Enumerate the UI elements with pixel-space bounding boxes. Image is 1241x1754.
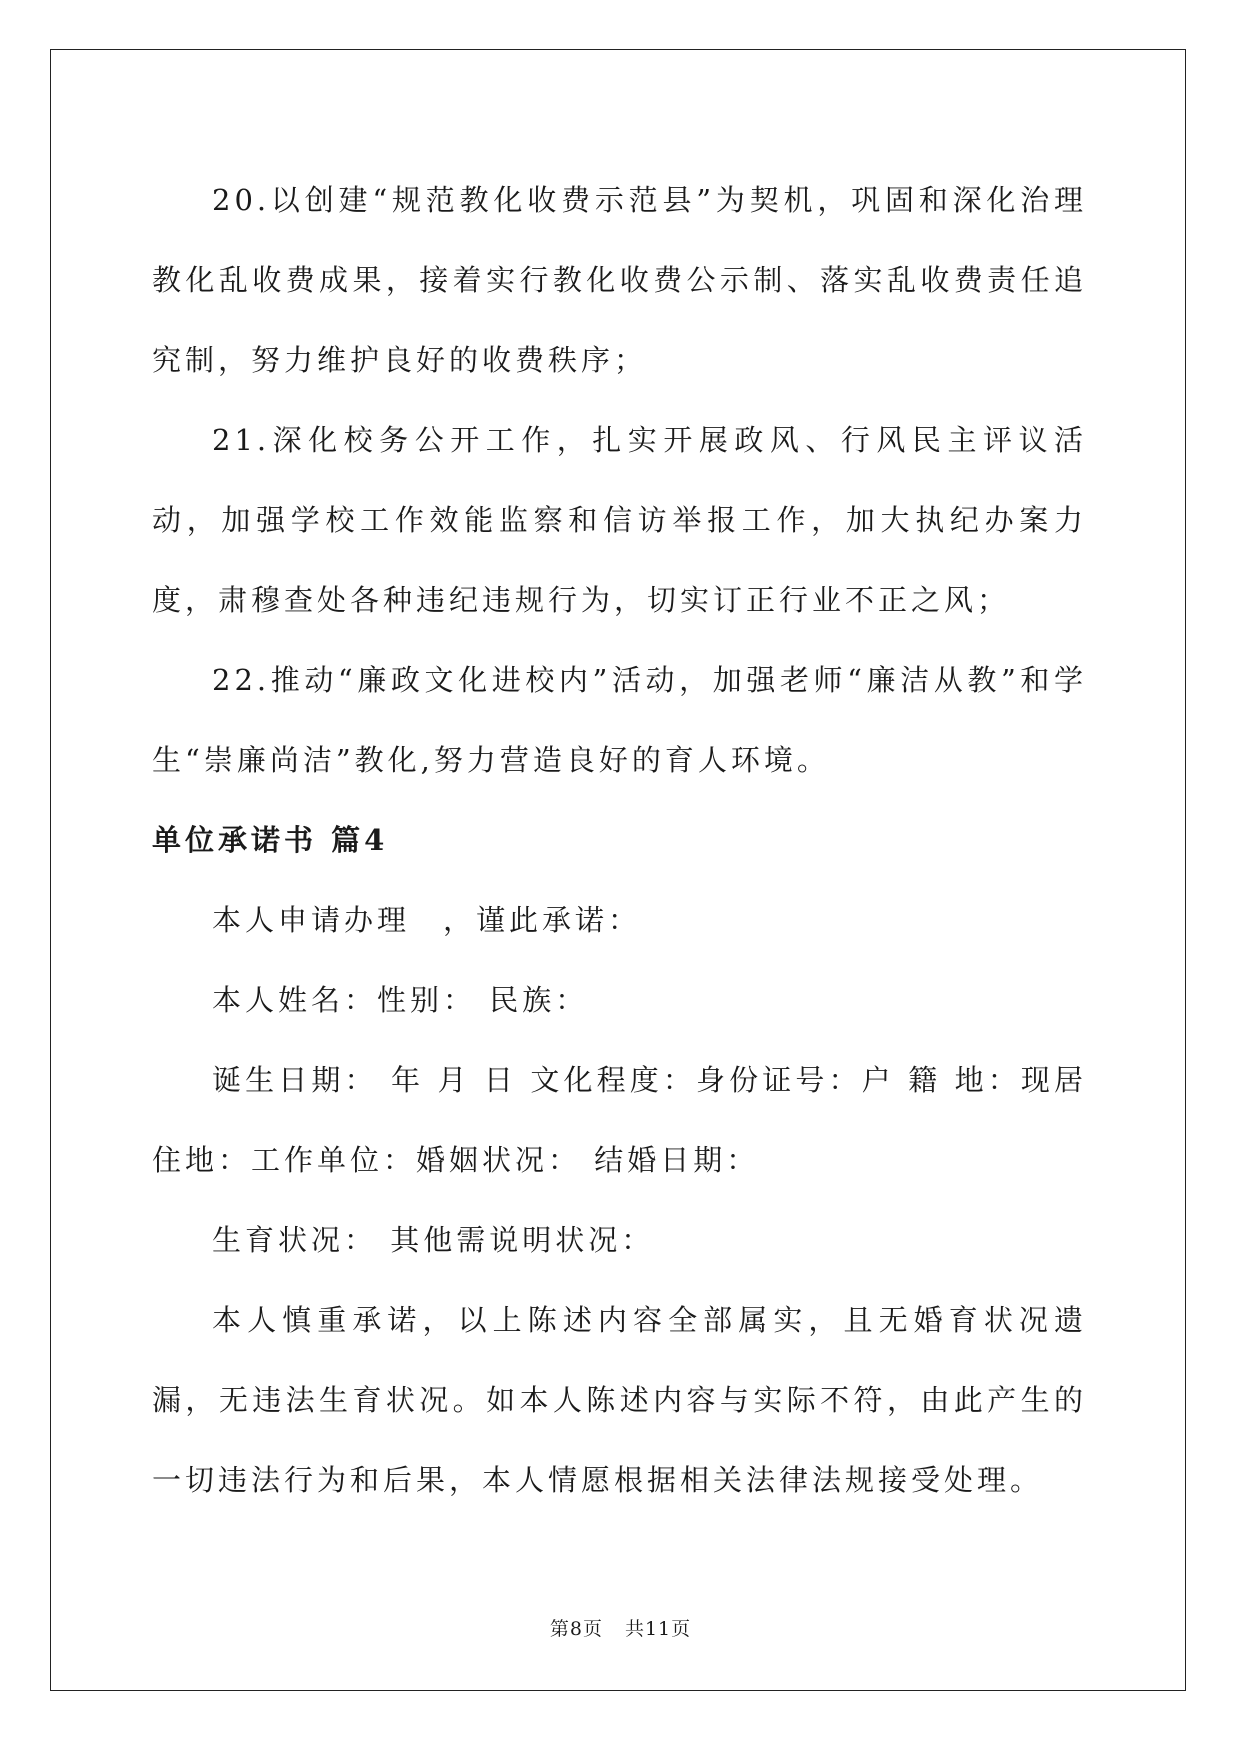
page-number: 第8页 (549, 1618, 603, 1640)
birth-info-paragraph: 诞生日期： 年 月 日 文化程度：身份证号：户 籍 地：现居住地：工作单位：婚姻状况： 结婚日期： (152, 1063, 1087, 1177)
personal-info-line: 本人姓名：性别： 民族： (212, 983, 589, 1017)
section-heading: 单位承诺书 篇4 (152, 823, 389, 857)
paragraph-22: 22.推动“廉政文化进校内”活动，加强老师“廉洁从教”和学生“崇廉尚洁”教化,努力营造良好的育人环境。 (152, 663, 1087, 777)
page-total: 共11页 (624, 1618, 692, 1640)
commitment-intro: 本人申请办理 ，谨此承诺： (212, 903, 642, 937)
page-footer (0, 1614, 1241, 1641)
commitment-statement: 本人慎重承诺，以上陈述内容全部属实，且无婚育状况遗漏，无违法生育状况。如本人陈述内容与实际不符，由此产生的一切违法行为和后果，本人情愿根据相关法律法规接受处理。 (152, 1303, 1087, 1497)
fertility-status-line: 生育状况： 其他需说明状况： (212, 1223, 655, 1257)
document-body (152, 160, 1087, 1520)
paragraph-21: 21.深化校务公开工作，扎实开展政风、行风民主评议活动，加强学校工作效能监察和信访举报工作，加大执纪办案力度，肃穆查处各种违纪违规行为，切实订正行业不正之风； (152, 423, 1087, 617)
paragraph-20: 20.以创建“规范教化收费示范县”为契机，巩固和深化治理教化乱收费成果，接着实行教化收费公示制、落实乱收费责任追究制，努力维护良好的收费秩序； (152, 183, 1087, 377)
